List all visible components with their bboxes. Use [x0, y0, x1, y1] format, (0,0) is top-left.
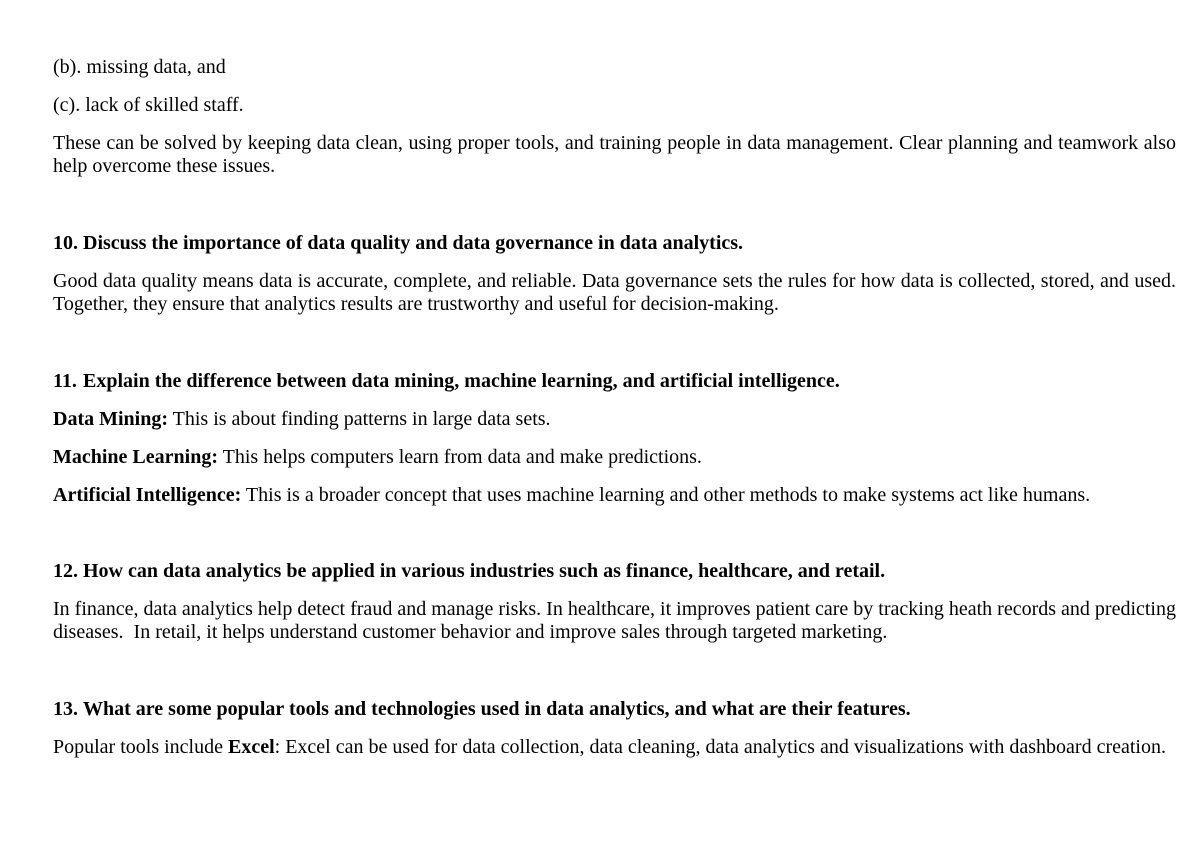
question-12-answer: In finance, data analytics help detect fraud and manage risks. In healthcare, it improves patient care by tracking heath records and predicting diseases. In retail, it helps understand customer behavior and improve sales through targeted marketing. [53, 598, 1181, 643]
definition-machine-learning [53, 446, 702, 469]
question-11-text: Explain the difference between data mining, machine learning, and artificial intelligence. [83, 370, 840, 392]
question-10-heading [53, 232, 743, 255]
question-10-answer: Good data quality means data is accurate, complete, and reliable. Data governance sets the rules for how data is collected, stored, and used. Together, they ensure that analytics results are trustworthy and useful for decision-making. [53, 270, 1176, 315]
question-13-answer [53, 736, 1176, 759]
question-12-heading [53, 560, 885, 583]
definition-desc: This is a broader concept that uses machine learning and other methods to make systems act like humans. [241, 484, 1091, 506]
question-13-heading [53, 698, 911, 721]
question-11-heading [53, 370, 840, 393]
definition-artificial-intelligence [53, 484, 1090, 507]
list-item-c: (c). lack of skilled staff. [53, 94, 244, 116]
definition-data-mining [53, 408, 551, 431]
definition-desc: This is about finding patterns in large data sets. [168, 408, 551, 430]
definition-term: Data Mining: [53, 408, 168, 430]
answer-rest: : Excel can be used for data collection, data cleaning, data analytics and visualizations with dashboard creation. [274, 736, 1166, 758]
question-12-text: How can data analytics be applied in various industries such as finance, healthcare, and retail. [83, 560, 886, 582]
definition-term: Artificial Intelligence: [53, 484, 242, 506]
definition-desc: This helps computers learn from data and make predictions. [218, 446, 702, 468]
solution-paragraph: These can be solved by keeping data clean, using proper tools, and training people in data management. Clear planning and teamwork also help overcome these issues. [53, 132, 1176, 177]
list-item-b: (b). missing data, and [53, 56, 226, 78]
question-10-number: 10. [53, 232, 78, 254]
question-11-number: 11. [53, 370, 77, 392]
question-12-number: 12. [53, 560, 78, 582]
definition-term: Machine Learning: [53, 446, 218, 468]
question-10-text: Discuss the importance of data quality and data governance in data analytics. [83, 232, 744, 254]
answer-term-excel: Excel [227, 736, 275, 758]
answer-prefix: Popular tools include [53, 736, 228, 758]
question-13-number: 13. [53, 698, 78, 720]
question-13-text: What are some popular tools and technologies used in data analytics, and what are their features. [83, 698, 911, 720]
